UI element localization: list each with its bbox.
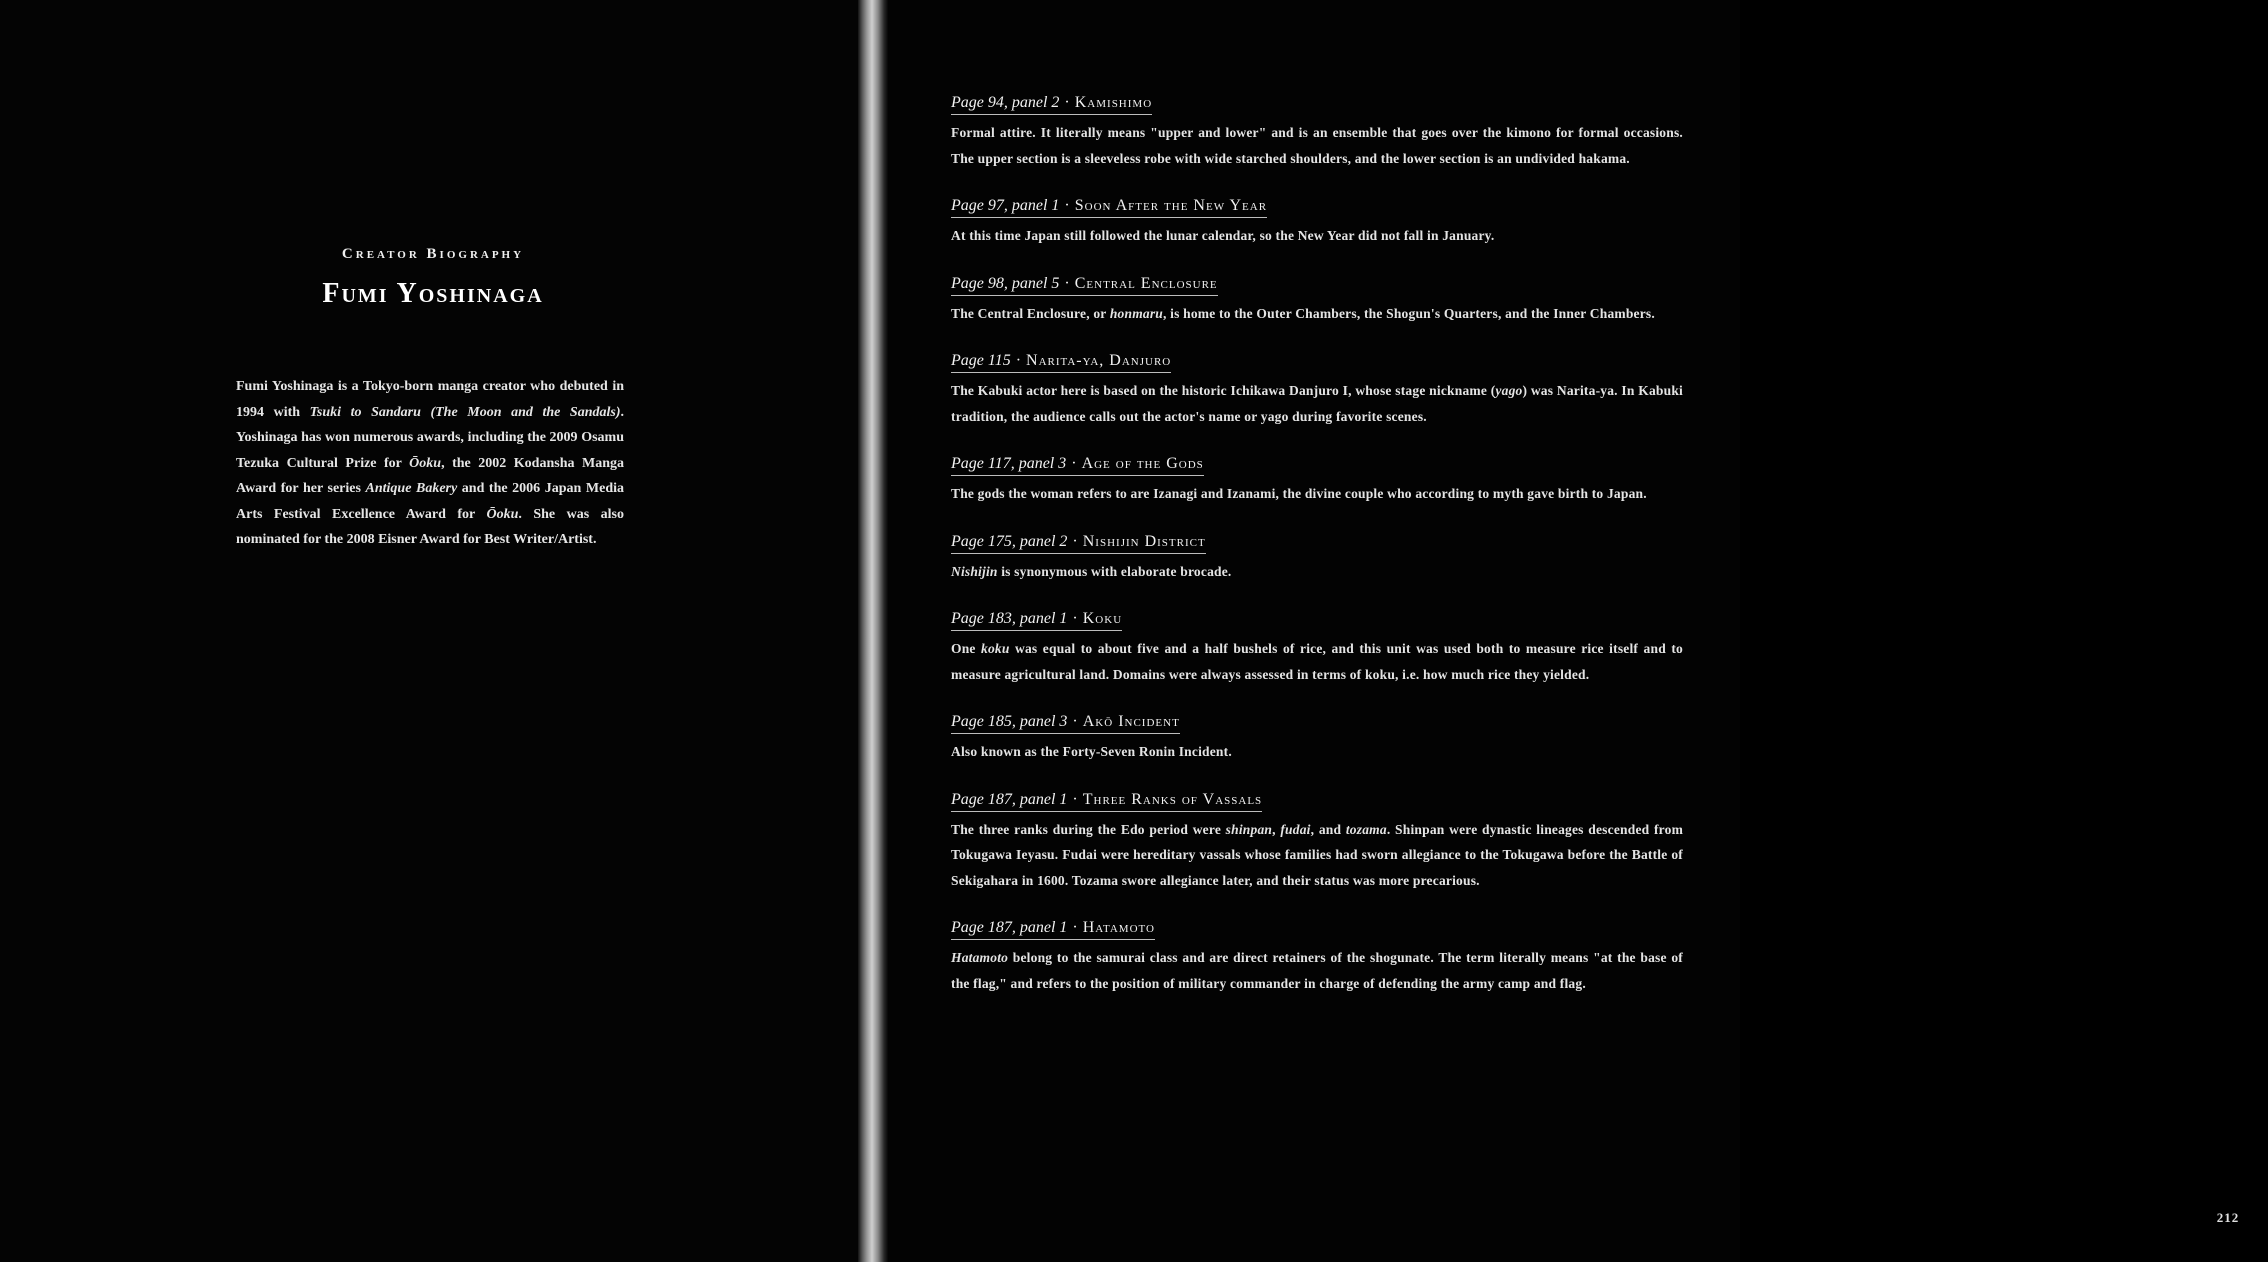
note-topic: Central Enclosure — [1074, 274, 1218, 292]
note-separator: · — [1015, 352, 1022, 369]
italic-term: Antique Bakery — [365, 481, 458, 496]
note-body — [951, 223, 1683, 249]
note-page-reference: Page 183, panel 1 — [951, 610, 1068, 627]
translation-notes — [951, 94, 1683, 1022]
italic-term: Hatamoto — [951, 950, 1009, 965]
text-run: . Yoshinaga has won numerous awards, including the 2009 Osamu Tezuka Cultural Prize for — [236, 404, 624, 471]
text-run: , — [1272, 821, 1281, 837]
text-run: The three ranks during the Edo period were — [951, 821, 1226, 837]
note-separator: · — [1072, 790, 1078, 808]
text-run: Fumi Yoshinaga is a Tokyo-born manga creator who debuted in 1994 with — [236, 379, 624, 420]
note-topic: Nishijin District — [1082, 532, 1206, 550]
note-separator: · — [1064, 94, 1070, 111]
text-run: The gods the woman refers to are Izanagi and Izanami, the divine couple who according to myth gave birth to Japan. — [951, 486, 1647, 501]
note-entry — [951, 275, 1683, 327]
note-page-reference: Page 117, panel 3 — [951, 455, 1067, 472]
note-page-reference: Page 187, panel 1 — [951, 790, 1068, 808]
note-entry — [951, 713, 1683, 765]
note-separator: · — [1072, 919, 1078, 936]
note-entry — [951, 919, 1683, 996]
book-gutter — [858, 0, 888, 1262]
italic-term: koku — [981, 641, 1010, 656]
text-run: was equal to about five and a half bushels of rice, and this unit was used both to measure rice itself and to measure agricultural land. Domains were always assessed in terms of koku, i.e. how much rice they yielded. — [951, 641, 1683, 682]
note-page-reference: Page 175, panel 2 — [951, 532, 1068, 550]
italic-term: yago — [1495, 383, 1523, 398]
note-page-reference: Page 98, panel 5 — [951, 274, 1060, 292]
note-heading — [951, 197, 1267, 218]
text-run: belong to the samurai class and are direct retainers of the shogunate. The term literally means "at the base of the flag," and refers to the position of military commander in charge of defending the army camp and flag. — [951, 950, 1683, 991]
text-run: Also known as the Forty-Seven Ronin Incident. — [951, 744, 1232, 759]
note-page-reference: Page 187, panel 1 — [951, 919, 1068, 936]
note-page-reference: Page 185, panel 3 — [951, 713, 1068, 730]
note-body — [951, 739, 1683, 765]
italic-term: honmaru — [1109, 305, 1164, 321]
note-entry — [951, 610, 1683, 687]
note-entry — [951, 533, 1683, 585]
note-page-reference: Page 97, panel 1 — [951, 197, 1060, 214]
text-run: Formal attire. It literally means "upper and lower" and is an ensemble that goes over the kimono for formal occasions. The upper section is a sleeveless robe with wide starched shoulders, and the lower section is an undivided hakama. — [951, 125, 1683, 166]
note-topic: Koku — [1082, 610, 1123, 627]
note-heading — [951, 352, 1171, 373]
text-run: , and — [1310, 821, 1346, 837]
note-body — [951, 945, 1683, 996]
note-topic: Hatamoto — [1082, 919, 1156, 936]
text-run: ) was Narita-ya. In Kabuki tradition, the audience calls out the actor's name or yago during favorite scenes. — [951, 383, 1683, 424]
note-separator: · — [1072, 532, 1078, 550]
italic-term: fudai — [1280, 821, 1311, 837]
note-heading — [951, 533, 1206, 554]
note-entry — [951, 197, 1683, 249]
note-heading — [951, 455, 1204, 476]
text-run: One — [951, 641, 982, 656]
note-heading — [951, 791, 1262, 812]
note-topic: Soon After the New Year — [1074, 197, 1268, 214]
italic-term: Nishijin — [951, 563, 998, 579]
note-separator: · — [1072, 713, 1078, 730]
text-run: and the 2006 Japan Media Arts Festival Excellence Award for — [236, 481, 624, 522]
page-number: 212 — [2216, 1210, 2240, 1225]
note-body — [951, 559, 1683, 585]
note-entry — [951, 94, 1683, 171]
note-heading — [951, 275, 1218, 296]
italic-term: shinpan — [1225, 821, 1273, 837]
note-body — [951, 301, 1683, 327]
biography-paragraph — [236, 374, 624, 553]
note-topic: Akō Incident — [1082, 713, 1180, 730]
note-page-reference: Page 115 — [951, 352, 1011, 369]
note-entry — [951, 455, 1683, 507]
note-body — [951, 636, 1683, 687]
text-run: The Kabuki actor here is based on the historic Ichikawa Danjuro I, whose stage nickname ( — [951, 383, 1496, 398]
note-body — [951, 378, 1683, 429]
creator-name: Fumi Yoshinaga — [322, 278, 544, 309]
note-topic: Age of the Gods — [1081, 455, 1204, 472]
note-heading — [951, 94, 1152, 115]
note-topic: Three Ranks of Vassals — [1082, 790, 1263, 808]
note-entry — [951, 352, 1683, 429]
section-kicker: Creator Biography — [341, 246, 525, 262]
note-body — [951, 817, 1683, 894]
text-run: , is home to the Outer Chambers, the Shogun's Quarters, and the Inner Chambers. — [1163, 305, 1655, 321]
note-heading — [951, 713, 1180, 734]
text-run: is synonymous with elaborate brocade. — [997, 563, 1232, 579]
text-run: . Shinpan were dynastic lineages descended from Tokugawa Ieyasu. Fudai were hereditary vassals whose families had sworn allegiance to the Tokugawa before the Battle of Sekigahara in 1600. Tozama swore allegiance later, and their status was more precarious. — [951, 821, 1684, 888]
note-separator: · — [1064, 274, 1070, 292]
italic-term: Ōoku — [486, 506, 519, 522]
note-page-reference: Page 94, panel 2 — [951, 94, 1060, 111]
left-page — [0, 0, 858, 1262]
italic-term: tozama — [1345, 821, 1387, 837]
note-body — [951, 120, 1683, 171]
italic-term: Tsuki to Sandaru (The Moon and the Sandals) — [309, 404, 621, 420]
note-separator: · — [1072, 610, 1078, 627]
note-topic: Narita-ya, Danjuro — [1026, 352, 1172, 369]
text-run: The Central Enclosure, or — [951, 305, 1110, 321]
italic-term: Ōoku — [409, 455, 442, 471]
note-body — [951, 481, 1683, 507]
text-run: . She was also nominated for the 2008 Eisner Award for Best Writer/Artist. — [236, 506, 624, 547]
note-separator: · — [1064, 197, 1070, 214]
text-run: At this time Japan still followed the lunar calendar, so the New Year did not fall in January. — [951, 228, 1495, 243]
text-run: , the 2002 Kodansha Manga Award for her series — [236, 455, 624, 496]
note-entry — [951, 791, 1683, 894]
note-heading — [951, 610, 1122, 631]
note-heading — [951, 919, 1155, 940]
note-topic: Kamishimo — [1074, 94, 1153, 111]
note-separator: · — [1071, 455, 1077, 472]
